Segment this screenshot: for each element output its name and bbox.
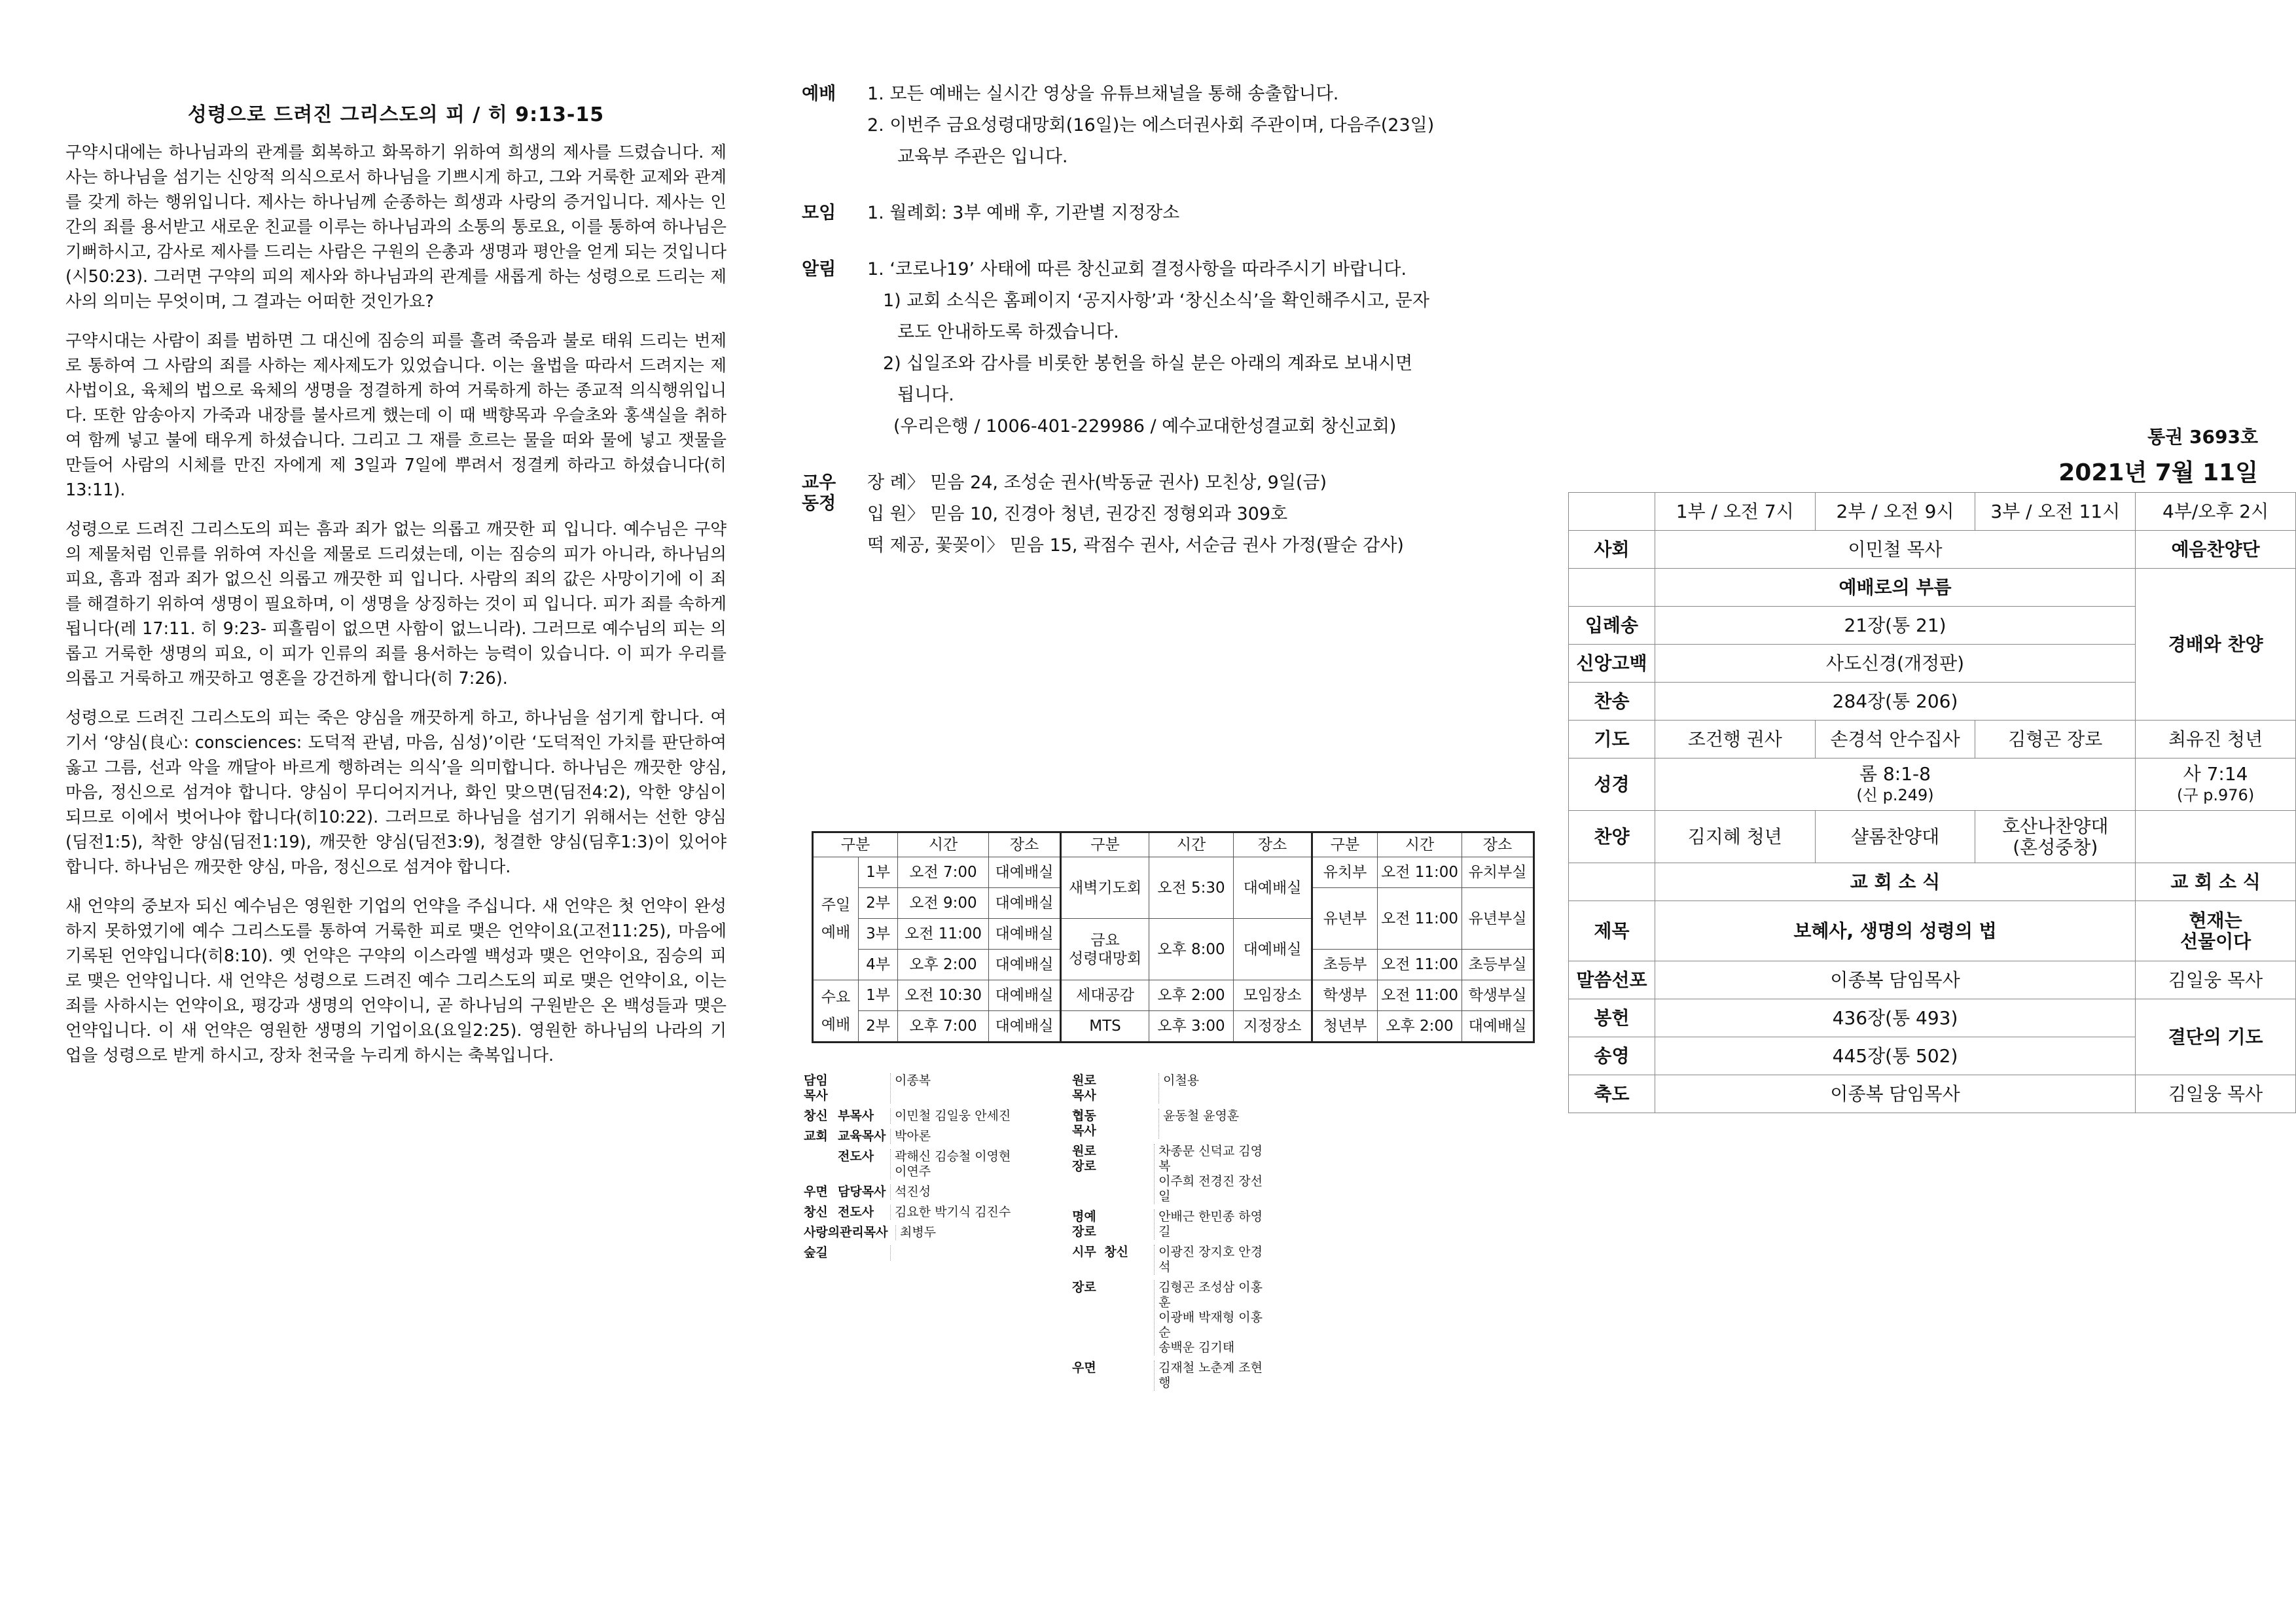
order-value: 이민철 목사 [1655, 531, 2135, 569]
schedule-cell: 유치부 [1312, 857, 1378, 888]
staff-group [804, 1149, 1039, 1179]
staff-names: 김형곤 조성삼 이홍훈 [1158, 1280, 1263, 1310]
schedule-cell: MTS [1061, 1011, 1149, 1043]
schedule-cell: 오전 5:30 [1149, 857, 1234, 919]
order-value: 경배와 찬양 [2136, 569, 2296, 721]
schedule-cell: 대예배실 [989, 1011, 1061, 1043]
schedule-cell: 대예배실 [989, 919, 1061, 950]
volume-number: 통권 3693호 [2147, 426, 2258, 448]
staff-names: 송백운 김기태 [1158, 1340, 1235, 1355]
staff-label: 창신 [804, 1205, 828, 1219]
schedule-cell: 오전 10:30 [898, 980, 989, 1011]
notice-category: 알림 [802, 259, 836, 279]
notice-line: 2) 십일조와 감사를 비롯한 봉헌을 하실 분은 아래의 계좌로 보내시면 [883, 353, 1413, 374]
notice-line: 입 원〉 믿음 10, 진경아 청년, 권강진 정형외과 309호 [867, 504, 1288, 524]
staff-names: 이연주 [895, 1164, 931, 1179]
order-value: 샬롬찬양대 [1815, 811, 1975, 863]
notice-category: 동정 [802, 493, 836, 514]
schedule-cell: 유년부 [1312, 888, 1378, 950]
notice-category: 예배 [802, 84, 836, 104]
schedule-cell: 오후 2:00 [1149, 980, 1234, 1011]
notice-line: 1) 교회 소식은 홈페이지 ‘공지사항’과 ‘창신소식’을 확인해주시고, 문자 [883, 291, 1429, 311]
order-label: 찬송 [1569, 683, 1655, 721]
order-label: 봉헌 [1569, 999, 1655, 1037]
staff-sublabel [1104, 1144, 1154, 1204]
schedule-group: 주일 예배 [813, 857, 859, 980]
staff-sublabel [1106, 1109, 1158, 1139]
order-value: 최유진 청년 [2136, 721, 2296, 758]
schedule-cell: 2부 [859, 888, 898, 919]
staff-names: 김요한 박기식 김진수 [895, 1205, 1011, 1219]
schedule-cell: 학생부 [1312, 980, 1378, 1011]
notice-line: 장 례〉 믿음 24, 조성순 권사(박동균 권사) 모친상, 9일(금) [867, 473, 1327, 493]
schedule-cell: 오전 11:00 [1378, 888, 1462, 950]
schedule-cell: 지정장소 [1234, 1011, 1312, 1043]
schedule-cell: 오전 11:00 [1378, 857, 1462, 888]
notice-line: 1. 월례회: 3부 예배 후, 기관별 지정장소 [867, 203, 1180, 223]
notice-line: 됩니다. [897, 385, 954, 405]
staff-label: 창신 [804, 1109, 828, 1123]
schedule-group: 수요 예배 [813, 980, 859, 1043]
staff-group [804, 1185, 1039, 1200]
staff-group [804, 1109, 1039, 1124]
schedule-cell: 1부 [859, 980, 898, 1011]
staff-sublabel [1106, 1073, 1158, 1103]
order-value: 사 7:14 (구 p.976) [2136, 758, 2296, 811]
order-label [1569, 863, 1655, 901]
staff-names: 석진성 [895, 1185, 931, 1199]
notices-section [802, 79, 1509, 586]
staff-sublabel: 부목사 [838, 1109, 874, 1123]
notice-category: 모임 [802, 203, 836, 223]
staff-label [804, 1149, 838, 1179]
schedule-cell: 오후 2:00 [1378, 1011, 1462, 1043]
schedule-cell: 유년부실 [1462, 888, 1534, 950]
sermon-paragraph: 새 언약의 중보자 되신 예수님은 영원한 기업의 언약을 주십니다. 새 언약은 첫 언약이 완성하지 못하였기에 예수 그리스도를 통하여 거룩한 피로 맺은 언약이요(고전11:25), 마음에 기록된 언약입니다(히8:10). 옛 언약은 구약의 이스라엘 백성과 맺은 언약이요, 짐승의 피로 맺은 언약입니다. 새 언약은 성령으로 드려진 예수 그리스도의 피로 맺은 언약이요, 이는 죄를 사하시는 언약이요, 평강과 생명의 언약이니, 곧 하나님의 구원받은 온 백성들과 맺은 언약입니다. 이 새 언약은 영원한 생명의 기업이요(요일2:25). 영원한 하나님의 나라의 기업을 성령으로 받게 하시고, 장차 천국을 누리게 하시는 축복입니다. [65, 897, 726, 1065]
order-value: 호산나찬양대 (혼성중창) [1975, 811, 2136, 863]
notice-line: 로도 안내하도록 하겠습니다. [897, 322, 1119, 342]
service-header: 1부 / 오전 7시 [1655, 493, 1815, 531]
staff-label: 시무 [1072, 1245, 1096, 1259]
order-corner [1569, 493, 1655, 531]
order-value: 김일웅 목사 [2136, 1075, 2296, 1113]
staff-label: 명예장로 [1072, 1209, 1096, 1239]
staff-sublabel: 담당목사 [838, 1185, 886, 1199]
staff-label: 사랑의관리목사 [804, 1225, 888, 1240]
sermon-section [65, 98, 726, 1082]
staff-sublabel [1104, 1209, 1154, 1240]
staff-sublabel: 전도사 [838, 1205, 874, 1219]
order-value: 21장(통 21) [1655, 607, 2135, 645]
order-label: 입례송 [1569, 607, 1655, 645]
schedule-cell: 대예배실 [989, 980, 1061, 1011]
staff-names: 이주희 전경진 장선일 [1158, 1174, 1263, 1204]
schedule-cell: 오후 7:00 [898, 1011, 989, 1043]
staff-group [1072, 1245, 1268, 1275]
order-value: 손경석 안수집사 [1815, 721, 1975, 758]
order-value: 교 회 소 식 [2136, 863, 2296, 901]
order-value: 김일웅 목사 [2136, 961, 2296, 999]
schedule-cell: 오후 8:00 [1149, 919, 1234, 980]
bulletin-date: 2021년 7월 11일 [2058, 459, 2258, 486]
staff-group [1072, 1209, 1268, 1240]
order-value: 284장(통 206) [1655, 683, 2135, 721]
order-label: 사회 [1569, 531, 1655, 569]
schedule-cell: 대예배실 [989, 950, 1061, 980]
notice-announce [802, 254, 1509, 442]
staff-label: 숲길 [804, 1245, 828, 1260]
order-value [2136, 811, 2296, 863]
schedule-cell: 대예배실 [1462, 1011, 1534, 1043]
staff-names: 차종문 신덕교 김영복 [1158, 1144, 1263, 1173]
staff-label: 우면 [804, 1185, 828, 1199]
service-header: 2부 / 오전 9시 [1815, 493, 1975, 531]
schedule-cell: 오전 7:00 [898, 857, 989, 888]
order-label: 신앙고백 [1569, 645, 1655, 683]
staff-names: 이종복 [895, 1073, 931, 1088]
order-value: 사도신경(개정판) [1655, 645, 2135, 683]
order-value: 이종복 담임목사 [1655, 1075, 2135, 1113]
schedule-header: 구분 [1061, 832, 1149, 857]
staff-group [1072, 1109, 1268, 1139]
notice-line: 1. 모든 예배는 실시간 영상을 유튜브채널을 통해 송출합니다. [867, 84, 1339, 104]
schedule-header: 장소 [1234, 832, 1312, 857]
staff-sublabel [1104, 1280, 1154, 1355]
staff-sublabel [1104, 1361, 1154, 1391]
staff-names: 안배근 한민종 하영길 [1158, 1209, 1263, 1239]
order-label: 제목 [1569, 901, 1655, 961]
staff-names: 이광진 장지호 안경석 [1158, 1245, 1263, 1274]
order-value: 현재는 선물이다 [2136, 901, 2296, 961]
staff-names: 이광배 박재형 이홍순 [1158, 1310, 1263, 1340]
staff-names: 박아론 [895, 1129, 931, 1143]
order-value: 교 회 소 식 [1655, 863, 2135, 901]
notice-line: 교육부 주관은 입니다. [897, 147, 1068, 167]
schedule-cell: 학생부실 [1462, 980, 1534, 1011]
order-value: 예음찬양단 [2136, 531, 2296, 569]
staff-group [1072, 1280, 1268, 1355]
schedule-header: 구분 [813, 832, 898, 857]
schedule-header: 시간 [1378, 832, 1462, 857]
schedule-cell: 3부 [859, 919, 898, 950]
service-header: 3부 / 오전 11시 [1975, 493, 2136, 531]
schedule-cell: 대예배실 [989, 857, 1061, 888]
order-label: 축도 [1569, 1075, 1655, 1113]
order-label: 성경 [1569, 758, 1655, 811]
schedule-cell: 초등부실 [1462, 950, 1534, 980]
sermon-paragraph: 구약시대는 사람이 죄를 범하면 그 대신에 짐승의 피를 흘려 죽음과 불로 태워 드리는 번제로 통하여 그 사람의 죄를 사하는 제사제도가 있었습니다. 이는 율법을 따라서 드려지는 제사법이요, 육체의 법으로 육체의 생명을 정결하게 하여 거룩하게 하는 종교적 의식행위입니다. 또한 암송아지 가죽과 내장를 불사르게 했는데 이 때 백향목과 우슬초와 홍색실을 취하여 함께 넣고 불에 태우게 하셨습니다. 그리고 그 재를 흐르는 물을 떠와 물에 넣고 잿물을 만들어 사람의 시체를 만진 자에게 제 3일과 7일에 뿌려서 정결케 하라고 하셨습니다(히 13:11). [65, 331, 726, 500]
order-value: 결단의 기도 [2136, 999, 2296, 1075]
schedule-table [812, 831, 1535, 1043]
schedule-cell: 청년부 [1312, 1011, 1378, 1043]
schedule-cell: 대예배실 [989, 888, 1061, 919]
staff-names: 최병두 [900, 1225, 937, 1240]
schedule-cell: 초등부 [1312, 950, 1378, 980]
sermon-paragraph: 성령으로 드려진 그리스도의 피는 죽은 양심을 깨끗하게 하고, 하나님을 섬기게 합니다. 여기서 ‘양심(良心: consciences: 도덕적 관념, 마음, 심성)’이란 ‘도덕적인 가치를 판단하여 옳고 그름, 선과 악을 깨달아 바르게 행하려는 의식’을 의미합니다. 하나님은 깨끗한 양심, 마음, 정신으로 섬겨야 합니다. 양심이 무디어지거나, 화인 맞으면(딤전4:2), 악한 양심이 되므로 이에서 벗어나야 합니다(히10:22). 그러므로 하나님을 섬기기 위해서는 선한 양심(딤전1:5), 착한 양심(딤전1:19), 깨끗한 양심(딤전3:9), 청결한 양심(딤후1:3)이 있어야 합니다. 하나님은 깨끗한 양심, 마음, 정신으로 섬겨야 합니다. [65, 708, 726, 877]
schedule-header: 시간 [1149, 832, 1234, 857]
staff-label: 교회 [804, 1129, 828, 1143]
schedule-cell: 오전 9:00 [898, 888, 989, 919]
staff-group [804, 1129, 1039, 1144]
staff-label: 원로목사 [1072, 1073, 1096, 1103]
order-value: 조건행 권사 [1655, 721, 1815, 758]
schedule-cell: 오전 11:00 [1378, 950, 1462, 980]
staff-sublabel: 창신 [1104, 1245, 1128, 1259]
staff-sublabel: 교육목사 [838, 1129, 886, 1143]
staff-group [804, 1225, 1039, 1240]
order-value: 이종복 담임목사 [1655, 961, 2135, 999]
order-label: 송영 [1569, 1037, 1655, 1075]
staff-label: 우면 [1072, 1361, 1096, 1375]
schedule-header: 장소 [1462, 832, 1534, 857]
staff-names: 윤동철 윤영훈 [1163, 1109, 1240, 1123]
staff-group [804, 1245, 1039, 1260]
staff-names: 이철용 [1163, 1073, 1200, 1088]
notice-category: 교우 [802, 473, 836, 493]
staff-names: 이민철 김일웅 안세진 [895, 1109, 1011, 1123]
order-value: 김지혜 청년 [1655, 811, 1815, 863]
schedule-cell: 오전 11:00 [1378, 980, 1462, 1011]
schedule-cell: 금요 성령대망회 [1061, 919, 1149, 980]
staff-group [804, 1205, 1039, 1220]
schedule-cell: 유치부실 [1462, 857, 1534, 888]
order-value: 445장(통 502) [1655, 1037, 2135, 1075]
staff-group [1072, 1144, 1268, 1204]
notice-line: (우리은행 / 1006-401-229986 / 예수교대한성결교회 창신교회) [893, 416, 1397, 437]
order-label [1569, 569, 1655, 607]
notice-fellowship [802, 467, 1509, 562]
sermon-title: 성령으로 드려진 그리스도의 피 / 히 9:13-15 [187, 103, 605, 126]
staff-group [1072, 1073, 1268, 1103]
schedule-header: 시간 [898, 832, 989, 857]
staff-label: 장로 [1072, 1280, 1096, 1294]
schedule-header: 구분 [1312, 832, 1378, 857]
order-label: 기도 [1569, 721, 1655, 758]
schedule-cell: 새벽기도회 [1061, 857, 1149, 919]
schedule-cell: 오후 2:00 [898, 950, 989, 980]
schedule-cell: 대예배실 [1234, 919, 1312, 980]
notice-meeting [802, 198, 1509, 229]
schedule-cell: 세대공감 [1061, 980, 1149, 1011]
schedule-cell: 오전 11:00 [898, 919, 989, 950]
sermon-title-cell: 보혜사, 생명의 성령의 법 [1655, 901, 2135, 961]
staff-names: 곽해신 김승철 이영현 [895, 1149, 1011, 1164]
schedule-cell: 2부 [859, 1011, 898, 1043]
schedule-cell: 1부 [859, 857, 898, 888]
schedule-cell: 오후 3:00 [1149, 1011, 1234, 1043]
staff-names: 김재철 노춘계 조현행 [1158, 1361, 1263, 1390]
staff-sublabel [838, 1245, 890, 1260]
notice-worship [802, 79, 1509, 173]
notice-line: 떡 제공, 꽃꽂이〉 믿음 15, 곽점수 권사, 서순금 권사 가정(팔순 감사) [867, 535, 1404, 556]
schedule-cell: 모임장소 [1234, 980, 1312, 1011]
staff-label: 원로장로 [1072, 1144, 1096, 1173]
staff-group [1072, 1361, 1268, 1391]
sermon-paragraph: 성령으로 드려진 그리스도의 피는 흠과 죄가 없는 의롭고 깨끗한 피 입니다. 예수님은 구약의 제물처럼 인류를 위하여 자신을 제물로 드리셨는데, 이는 짐승의 피가 아니라, 하나님의 피요, 흠과 점과 죄가 없으신 의롭고 깨끗한 피 입니다. 사람의 죄의 값은 사망이기에 이 죄를 해결하기 위하여 생명이 필요하며, 이 생명을 상징하는 것이 피 입니다. 피가 죄를 속하게 됩니다(레 17:11. 히 9:23- 피흘림이 없으면 사함이 없느니라). 그러므로 예수님의 피는 의롭고 거룩한 생명의 피요, 이 피가 인류의 죄를 용서하는 능력이 있습니다. 이 피가 우리를 의롭고 거룩하고 깨끗하고 영혼을 강건하게 합니다(히 7:26). [65, 520, 726, 688]
staff-list [804, 1073, 1263, 1390]
notice-line: 2. 이번주 금요성령대망회(16일)는 에스더권사회 주관이며, 다음주(23일) [867, 115, 1435, 135]
order-label: 찬양 [1569, 811, 1655, 863]
notice-line: 1. ‘코로나19’ 사태에 따른 창신교회 결정사항을 따라주시기 바랍니다. [867, 259, 1407, 279]
service-header: 4부/오후 2시 [2136, 493, 2296, 531]
schedule-cell: 대예배실 [1234, 857, 1312, 919]
staff-label: 담임목사 [804, 1073, 828, 1103]
order-label: 말씀선포 [1569, 961, 1655, 999]
order-value: 김형곤 장로 [1975, 721, 2136, 758]
sermon-paragraph: 구약시대에는 하나님과의 관계를 회복하고 화목하기 위하여 희생의 제사를 드렸습니다. 제사는 하나님을 섬기는 신앙적 의식으로서 하나님을 기쁘시게 하고, 그와 거룩한 교제와 관계를 갖게 하는 행위입니다. 제사는 하나님께 순종하는 희생과 사랑의 증거입니다. 제사는 인간의 죄를 용서받고 새로운 친교를 이루는 하나님과의 소통의 통로요, 이를 통하여 하나님은 기뻐하시고, 감사로 제사를 드리는 사람은 구원의 은총과 생명과 평안을 얻게 되는 것입니다(시50:23). 그러면 구약의 피의 제사와 하나님과의 관계를 새롭게 하는 성령으로 드리는 제사의 의미는 무엇이며, 그 결과는 어떠한 것인가요? [65, 143, 726, 312]
staff-sublabel [838, 1073, 890, 1103]
schedule-header: 장소 [989, 832, 1061, 857]
staff-group [804, 1073, 1039, 1103]
order-value: 436장(통 493) [1655, 999, 2135, 1037]
staff-label: 협동목사 [1072, 1109, 1096, 1138]
schedule-cell: 4부 [859, 950, 898, 980]
worship-order-table [1568, 492, 2296, 1113]
order-value: 롬 8:1-8 (신 p.249) [1655, 758, 2135, 811]
order-value: 예배로의 부름 [1655, 569, 2135, 607]
staff-sublabel: 전도사 [838, 1149, 874, 1164]
